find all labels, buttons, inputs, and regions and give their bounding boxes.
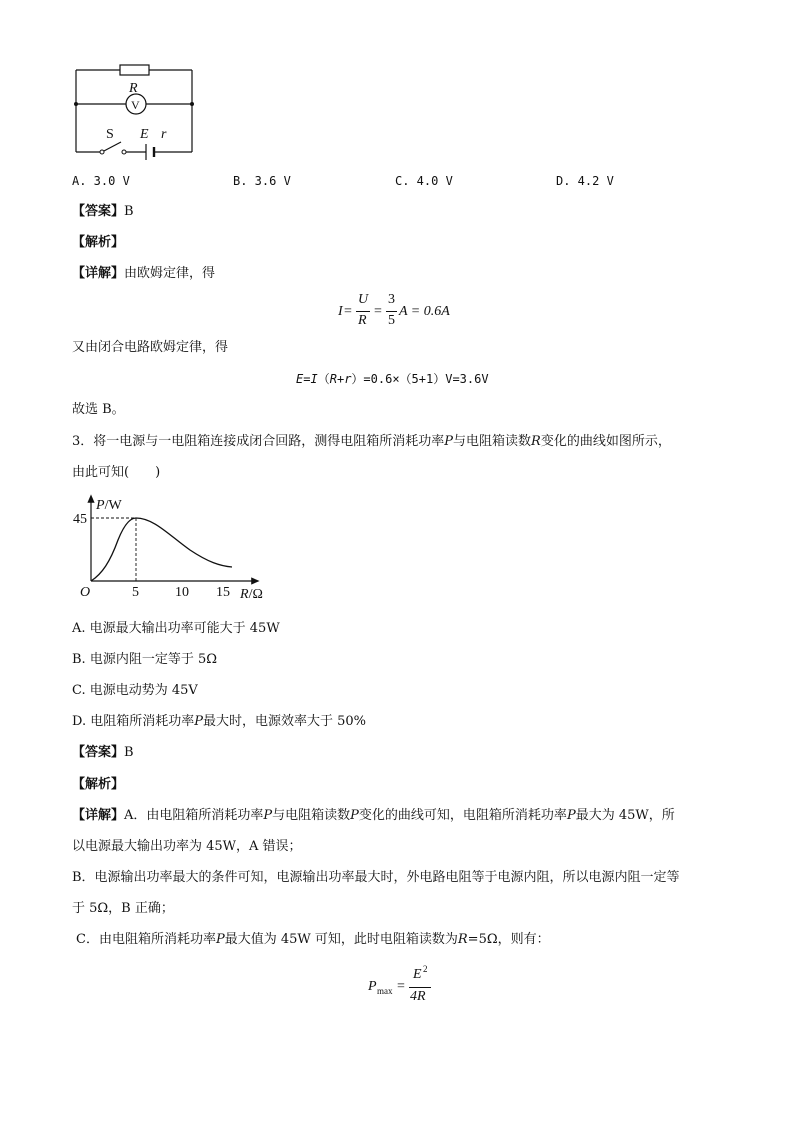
eq2-eq: = — [303, 372, 311, 386]
x-axis-label: R/Ω — [240, 587, 263, 602]
q3-stem-b: 与电阻箱读数 — [453, 434, 532, 449]
q3-option-c: C. 电源电动势为 45V — [72, 683, 198, 698]
x-tick-10: 10 — [175, 585, 189, 600]
detail-tag: 【详解】 — [72, 266, 125, 281]
eq3-num-sup: 2 — [423, 964, 428, 974]
label-V: V — [131, 98, 140, 112]
q3-det-a1-d: 最大为 45W，所 — [575, 808, 675, 823]
q2-option-b: B. 3.6 V — [233, 174, 291, 188]
detail-text: 由欧姆定律，得 — [124, 266, 216, 281]
q3-det-a1-p3: P — [566, 808, 576, 823]
resistor-symbol — [120, 65, 149, 75]
eq1-num2: 3 — [388, 292, 395, 307]
label-S: S — [106, 127, 114, 142]
origin-label: O — [80, 585, 91, 600]
q2-analysis-tag: 【解析】 — [72, 235, 125, 250]
q3-detail-tag: 【详解】 — [72, 808, 125, 823]
q3-option-b: B. 电源内阻一定等于 5Ω — [72, 652, 217, 667]
y-tick-45: 45 — [73, 512, 87, 527]
eq3-den: 4R — [410, 989, 426, 1004]
max-power-equation — [368, 964, 438, 1008]
q3-option-d-a: D. 电阻箱所消耗功率 — [72, 714, 195, 729]
eq3-eq: = — [397, 979, 405, 994]
eq2-i: I — [310, 372, 318, 386]
eq3-sub: max — [377, 986, 393, 996]
q3-det-a1-b: 与电阻箱读数 — [272, 808, 351, 823]
eq1-num1: U — [358, 292, 369, 307]
power-resistance-graph — [70, 492, 270, 604]
q3-det-a1: A．由电阻箱所消耗功率 — [124, 808, 264, 823]
eq1-eq-a: = — [344, 304, 352, 319]
q3-option-d — [72, 714, 366, 730]
eq2-r-int: r — [344, 372, 352, 386]
q2-conclusion: 故选 B。 — [72, 402, 125, 417]
q3-detail-b-line1: B．电源输出功率最大的条件可知，电源输出功率最大时，外电路电阻等于电源内阻，所以电源内阻一定等 — [72, 870, 680, 885]
eq2-e: E — [296, 372, 304, 386]
q3-det-c1-p: P — [215, 932, 225, 947]
x-tick-5: 5 — [132, 585, 139, 600]
circuit-diagram — [68, 62, 200, 160]
q3-stem-line2: 由此可知( ) — [72, 465, 161, 480]
label-E: E — [140, 127, 149, 142]
q3-stem-c: 变化的曲线如图所示， — [540, 434, 671, 449]
q2-option-c: C. 4.0 V — [395, 174, 453, 188]
eq1-den1: R — [358, 313, 367, 328]
q2-option-a: A. 3.0 V — [72, 174, 130, 188]
switch-contact-right — [122, 150, 126, 154]
q2-answer — [72, 204, 134, 220]
q3-answer — [72, 745, 134, 761]
q3-answer-value: B — [124, 745, 134, 760]
q3-stem-r: R — [531, 434, 541, 449]
q3-det-c1-b: 最大值为 45W 可知，此时电阻箱读数为 — [224, 932, 458, 947]
eq2-open: （ — [317, 372, 330, 386]
eq3-num-e: E — [413, 967, 422, 982]
eq1-den2: 5 — [388, 313, 395, 328]
q3-analysis-tag: 【解析】 — [72, 777, 125, 792]
q3-det-c1-c: =5Ω，则有： — [467, 932, 550, 947]
q3-detail-c-line1 — [76, 932, 550, 948]
answer-tag: 【答案】 — [72, 204, 125, 219]
q3-detail-a-line2: 以电源最大输出功率为 45W，A 错误； — [72, 839, 302, 854]
q3-option-d-p: P — [194, 714, 203, 729]
eq1-rhs: A = 0.6A — [399, 304, 450, 319]
q2-detail — [72, 266, 215, 282]
q3-stem-p: P — [444, 434, 454, 449]
eq3-p: P — [368, 979, 377, 994]
q3-det-a1-p: P — [263, 808, 273, 823]
eq1-eq-b: = — [374, 304, 382, 319]
y-axis-label: P/W — [96, 498, 122, 513]
q3-option-a: A. 电源最大输出功率可能大于 45W — [72, 621, 280, 636]
q3-option-d-b: 最大时，电源效率大于 50% — [202, 714, 367, 729]
eq2-r-ext: R — [329, 372, 337, 386]
q2-closed-circuit-intro: 又由闭合电路欧姆定律，得 — [72, 340, 229, 355]
eq2-plus: + — [336, 372, 345, 386]
q3-det-a1-p2: P — [350, 808, 359, 823]
q3-det-c1-r: R — [457, 932, 468, 947]
eq1-lhs: I — [338, 304, 343, 319]
q2-emf-equation — [296, 371, 489, 387]
q2-option-d: D. 4.2 V — [556, 174, 614, 188]
q3-answer-tag: 【答案】 — [72, 745, 125, 760]
q3-stem-a: 3．将一电源与一电阻箱连接成闭合回路，测得电阻箱所消耗功率 — [72, 434, 445, 449]
label-R: R — [129, 81, 138, 96]
q3-stem-line1 — [72, 434, 671, 450]
label-r: r — [161, 127, 167, 142]
q3-detail-b-line2: 于 5Ω，B 正确； — [72, 901, 174, 916]
answer-value: B — [124, 204, 134, 219]
q3-detail-a-line1 — [72, 808, 675, 824]
q3-det-c1-a: C．由电阻箱所消耗功率 — [76, 932, 216, 947]
ohm-law-equation — [338, 292, 468, 332]
q3-det-a1-c: 变化的曲线可知，电阻箱所消耗功率 — [358, 808, 567, 823]
switch-contact-left — [100, 150, 104, 154]
power-curve — [91, 518, 232, 581]
eq2-rest: ）=0.6×（5+1）V=3.6V — [351, 372, 489, 386]
x-tick-15: 15 — [216, 585, 230, 600]
